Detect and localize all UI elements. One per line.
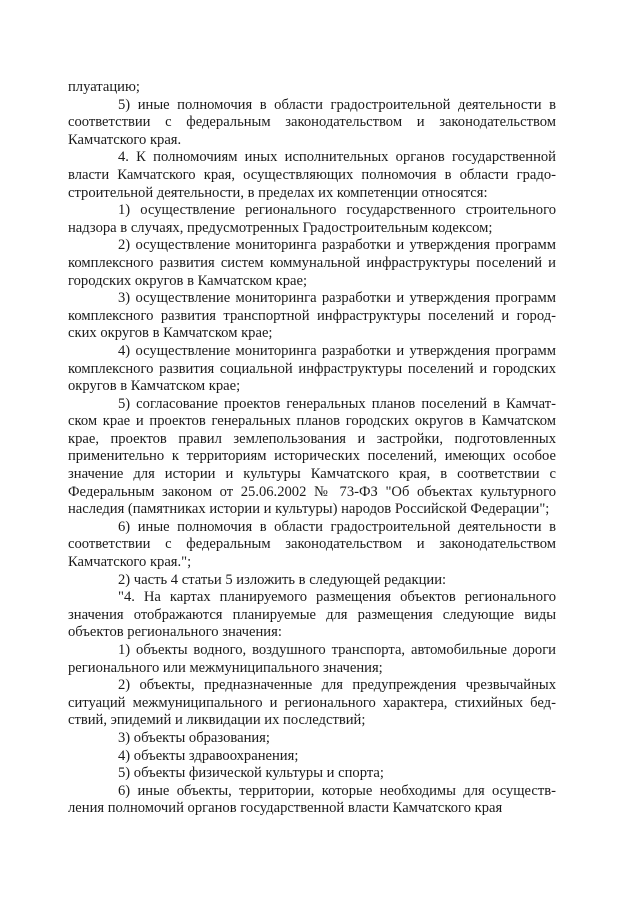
paragraph: 3) объекты образования; [118, 729, 270, 746]
paragraph: 1) осуществление регионального государственного строительного надзора в случаях, предусмотренных Градостроительным кодексом; [68, 202, 556, 236]
paragraph: 5) согласование проектов генеральных планов поселений в Камчатском крае и проектов генеральных планов городских округов в Камчатском крае, проектов правил землепользования и застройки, подготовленных применительно к территориям исторических поселений, имеющих особое значение для истории и культуры Камчатского края, в соответствии с Федеральным законом от 25.06.2002 № 73-ФЗ "Об объектах культурного наследия (памятниках истории и культуры) народов Российской Федерации"; [68, 395, 556, 518]
paragraph: 5) иные полномочия в области градостроительной деятельности в соответствии с федеральным законодательством и законодательством Камчатского края. [68, 96, 556, 148]
paragraph: "4. На картах планируемого размещения объектов регионального значения отображаются планируемые для размещения следующие виды объектов регионального значения: [68, 589, 556, 641]
paragraph: 4) объекты здравоохранения; [118, 747, 299, 764]
paragraph: 5) объекты физической культуры и спорта; [118, 765, 384, 782]
paragraph: 2) осуществление мониторинга разработки и утверждения программ комплексного развития систем коммунальной инфраструктуры поселений и городских округов в Камчатском крае; [68, 237, 556, 289]
paragraph: 3) осуществление мониторинга разработки и утверждения программ комплексного развития транспортной инфраструктуры поселений и городских округов в Камчатском крае; [68, 290, 556, 342]
paragraph: 6) иные полномочия в области градостроительной деятельности в соответствии с федеральным законодательством и законодательством Камчатского края."; [68, 518, 556, 571]
paragraph: 1) объекты водного, воздушного транспорта, автомобильные дороги регионального или межмуниципального значения; [68, 642, 556, 676]
document-body [68, 79, 556, 818]
paragraph: 4) осуществление мониторинга разработки и утверждения программ комплексного развития социальной инфраструктуры поселений и городских округов в Камчатском крае; [68, 342, 556, 395]
paragraph: плуатацию; [68, 79, 140, 95]
paragraph: 2) объекты, предназначенные для предупреждения чрезвычайных ситуаций межмуниципального и регионального характера, стихийных бедствий, эпидемий и ликвидации их последствий; [68, 677, 556, 729]
paragraph: 2) часть 4 статьи 5 изложить в следующей редакции: [118, 571, 447, 588]
paragraph: 6) иные объекты, территории, которые необходимы для осуществления полномочий органов государственной власти Камчатского края [68, 782, 556, 817]
paragraph: 4. К полномочиям иных исполнительных органов государственной власти Камчатского края, осуществляющих полномочия в области градостроительной деятельности, в пределах их компетенции относятся: [68, 149, 556, 201]
